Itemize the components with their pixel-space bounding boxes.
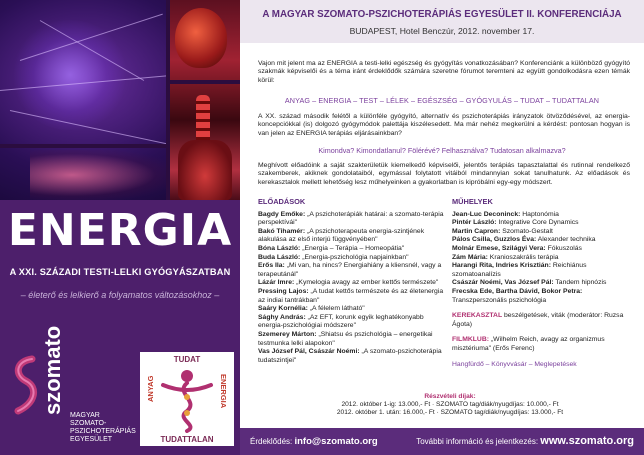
tagline: – életerő és lelkierő a folyamatos változásokhoz – <box>20 290 220 300</box>
footer-bar <box>240 428 644 455</box>
emblem-top-label: TUDAT <box>173 355 201 364</box>
fees-section <box>280 393 620 417</box>
lecture-item: Pressing Lajos: „A tudat kettős természete és az életenergia az indiai tantrákban" <box>258 287 444 304</box>
contact-email-link[interactable]: info@szomato.org <box>294 436 378 447</box>
second-paragraph: A XX. század második felétől a különféle gyógyító, alternatív és pszichoterápiás irányzatok ötvöződésével, az energia-koncepciókkal (is) dolgozó gyógymódok palettája kiszélesedett. Ma már nehéz megkerülni a kérdést: pontosan hogyan is van jelen az ENERGIA terápiás eljárásainkban? <box>258 113 630 137</box>
fee-line-1: 2012. október 1-ig: 13.000,- Ft · SZOMATO tag/diák/nyugdíjas: 10.000,- Ft <box>341 401 559 408</box>
header-photo-collage <box>0 0 240 200</box>
logo-wordmark: szomato <box>40 325 65 415</box>
human-figure-icon <box>157 367 217 433</box>
website-info: További információ és jelentkezés: www.szomato.org <box>416 435 634 447</box>
workshops-column <box>452 198 632 369</box>
third-paragraph: Meghívott előadóink a saját szakterületük kiemelkedő képviselői, jelentős terápiás tapasztalattal és rutinnal rendelkező szakemberek, akiknek gondolataiból, egymással folytatott vitáiból mindannyian sokat tanulhatunk. Az előadások és kerekasztalok mellett lehetőség lesz műhelyeinken a gyakorlatban is kipróbálni egy-egy módszert. <box>258 162 630 186</box>
szomato-logo-icon <box>8 355 44 415</box>
website-link[interactable]: www.szomato.org <box>540 435 634 447</box>
filmclub-line: FILMKLUB: „Wilhelm Reich, avagy az organizmus misztériuma" (Erős Ferenc) <box>452 336 605 352</box>
lecture-item: Buda László: „Energia-pszichológia napjainkban" <box>258 253 409 261</box>
subtitle: A XXI. SZÁZADI TESTI-LELKI GYÓGYÁSZATBAN <box>9 267 231 277</box>
workshop-item: Pálos Csilla, Guzzlos Éva: Alexander technika <box>452 236 596 244</box>
emblem-bottom-label: TUDATTALAN <box>160 435 214 444</box>
lecture-item: Bagdy Emőke: „A pszichoterápiák határai: a szomato-terápia perspektívái" <box>258 210 444 227</box>
workshops-heading: MŰHELYEK <box>452 197 493 206</box>
workshop-item: Jean-Luc Deconinck: Haptonómia <box>452 210 559 218</box>
neuron-image <box>30 150 170 200</box>
workshop-item: Molnár Emese, Szilágyi Vera: Fókuszolás <box>452 244 582 252</box>
right-panel <box>240 0 644 455</box>
conference-emblem <box>140 352 234 446</box>
lectures-column <box>258 198 446 365</box>
lecture-item: Saáry Kornélia: „A félelem látható" <box>258 305 365 313</box>
conference-header <box>240 0 644 43</box>
workshop-item: Martin Capron: Szomato-Gestalt <box>452 227 553 235</box>
conference-location: BUDAPEST, Hotel Benczúr, 2012. november 17. <box>349 26 535 36</box>
extras-line: Hangfürdő – Könyvvásár – Meglepetések <box>452 360 577 368</box>
lecture-item: Vas József Pál, Császár Noémi: „A szomato-pszichoterápia tudatszintjei" <box>258 348 442 364</box>
emblem-left-label: ANYAG <box>146 375 155 402</box>
left-panel <box>0 0 240 455</box>
lectures-heading: ELŐADÁSOK <box>258 197 306 206</box>
lecture-item: Lázár Imre: „Kymelogia avagy az ember kettős természete" <box>258 279 439 287</box>
workshop-item: Zám Mária: Kranioszakrális terápia <box>452 253 559 261</box>
workshop-item: Pintér László: Integrative Core Dynamics <box>452 219 579 227</box>
lecture-item: Szemerey Márton: „Shiatsu és pszichológia – energetikai testmunka lelki alapokon" <box>258 330 433 347</box>
fees-title: Részvételi díjak: <box>424 393 476 400</box>
roundtable-line: KEREKASZTAL beszélgetések, viták (moderátor: Ruzsa Ágota) <box>452 312 624 328</box>
lecture-item: Bakó Tihamér: „A pszichoterapeuta energia-szintjének alakulása az első interjú függvényében" <box>258 227 425 244</box>
contact-info: Érdeklődés: info@szomato.org <box>250 436 378 447</box>
questions-line: Kimondva? Kimondatlanul? Fölérévé? Felhasználva? Tudatosan alkalmazva? <box>318 146 566 155</box>
emblem-right-label: ENERGIA <box>219 374 228 409</box>
lecture-item: Erős Ila: „Mi van, ha nincs? Energiahiány a kliensnél, vagy a terapeutánál" <box>258 262 442 278</box>
workshop-item: Császár Noémi, Vas József Pál: Tandem hipnózis <box>452 279 607 287</box>
logo-org-name: MAGYAR SZOMATO- PSZICHOTERÁPIÁS EGYESÜLET <box>70 412 136 443</box>
fee-line-2: 2012. október 1. után: 16.000,- Ft · SZOMATO tag/diák/nyugdíjas: 13.000,- Ft <box>336 409 564 416</box>
lecture-item: Sághy András: „Az EFT, korunk egyik leghatékonyabb energia-pszichológiai módszere" <box>258 313 424 330</box>
keywords-line: ANYAG – ENERGIA – TEST – LÉLEK – EGÉSZSÉG – GYÓGYULÁS – TUDAT – TUDATTALAN <box>284 96 600 105</box>
workshop-item: Frecska Ede, Bartha Dávid, Bokor Petra: Transzperszonális pszichológia <box>452 287 583 304</box>
workshop-item: Harangi Rita, Indries Krisztián: Reichiánus szomatoanalízis <box>452 262 587 278</box>
main-title: ENERGIA <box>7 205 233 256</box>
lecture-item: Bóna László: „Energia – Terápia – Homeopátia" <box>258 244 405 252</box>
body-anatomy-image <box>178 140 232 200</box>
head-anatomy-image <box>175 8 227 68</box>
conference-title: A MAGYAR SZOMATO-PSZICHOTERÁPIÁS EGYESÜLET II. KONFERENCIÁJA <box>262 9 622 20</box>
intro-paragraph: Vajon mit jelent ma az ENERGIA a testi-lelki egészség és gyógyítás vonatkozásában? Konferenciánk a különböző gyógyító szakmák képviselői és a téma iránt érdeklődők számára szeretne fórumot teremteni az együtt gondolkodásra ezen témák körül: <box>258 60 630 84</box>
